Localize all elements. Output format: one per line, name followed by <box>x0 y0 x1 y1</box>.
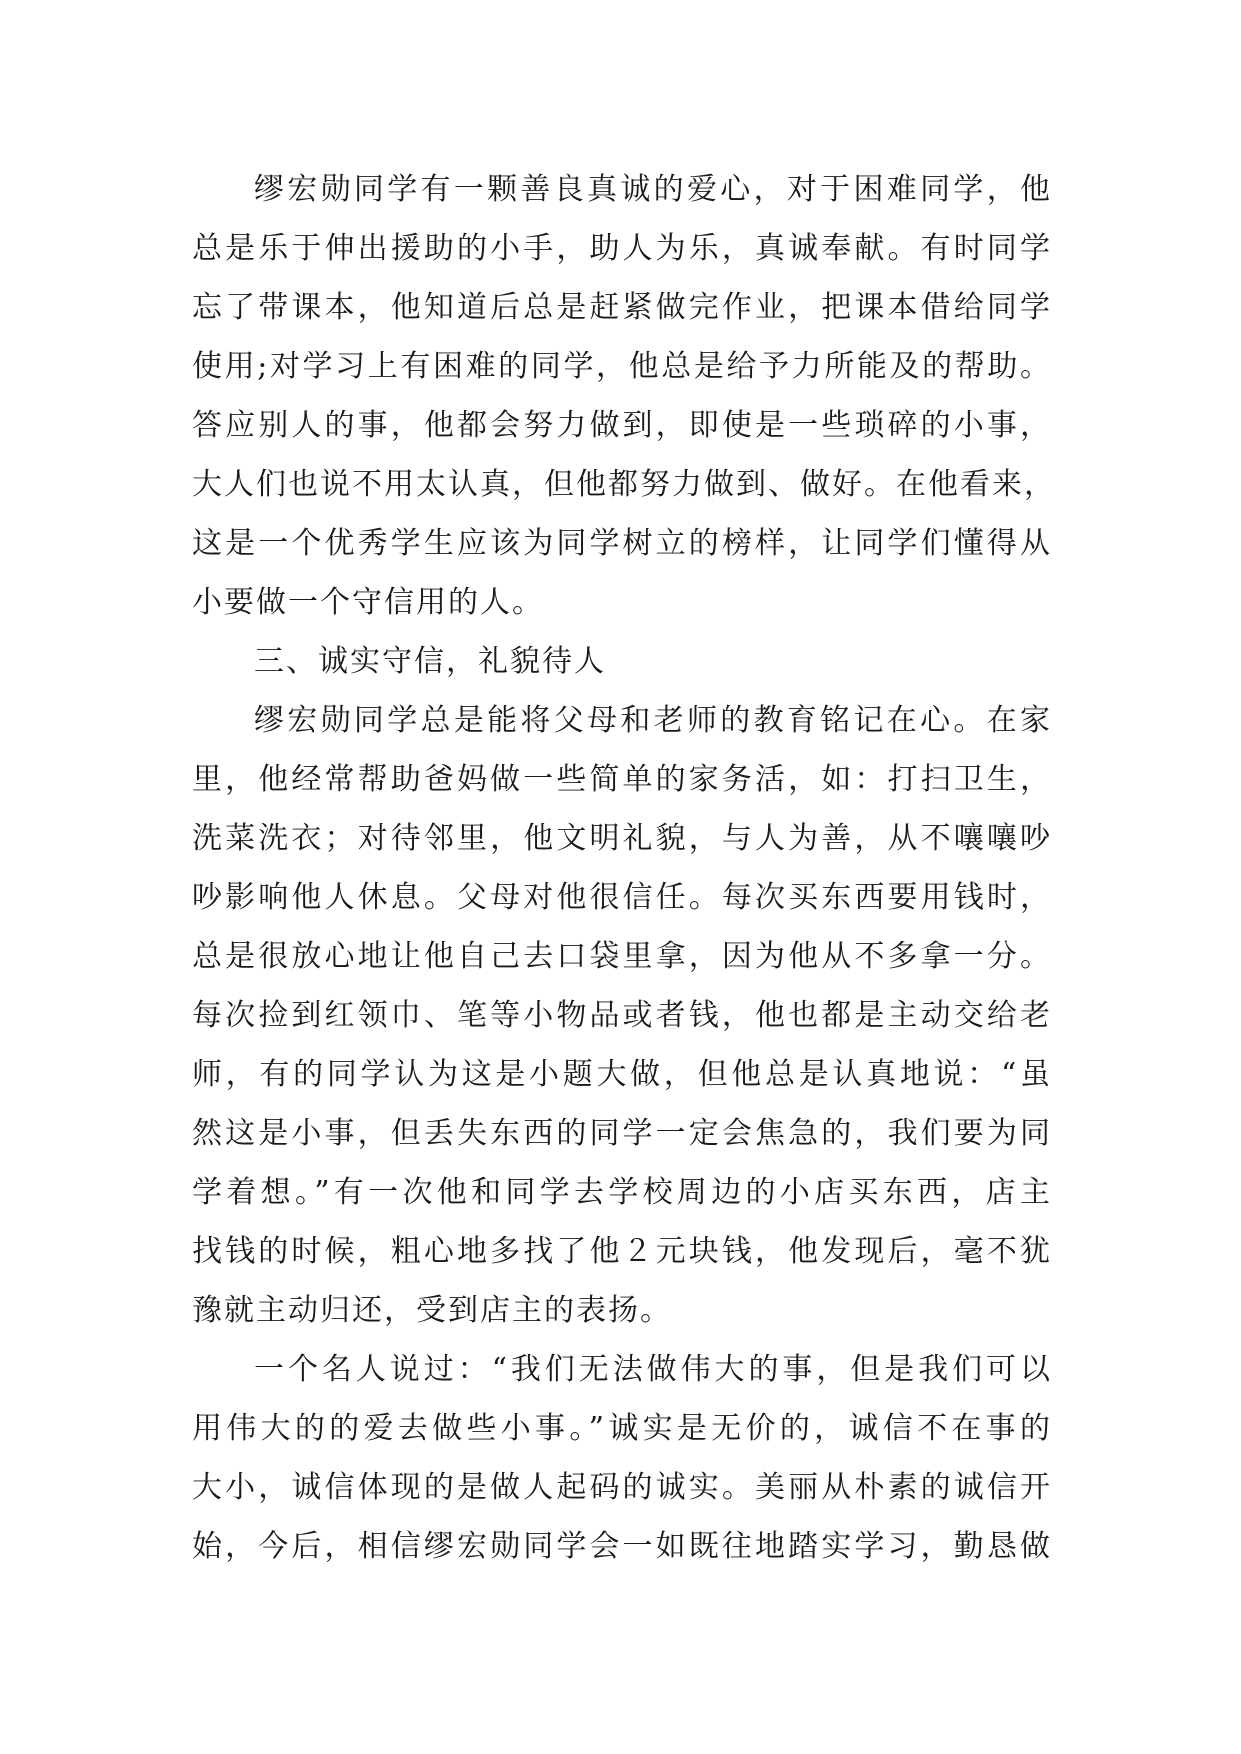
text-line: 每次捡到红领巾、笔等小物品或者钱，他也都是主动交给老 <box>192 998 1052 1033</box>
text-line: 大小，诚信体现的是做人起码的诚实。美丽从朴素的诚信开 <box>192 1470 1052 1505</box>
paragraph <box>192 160 1056 632</box>
text-line: 小要做一个守信用的人。 <box>192 585 544 620</box>
text-line: 缪宏勋同学总是能将父母和老师的教育铭记在心。在家 <box>254 703 1052 738</box>
text-line: 洗菜洗衣；对待邻里，他文明礼貌，与人为善，从不嚷嚷吵 <box>192 821 1052 856</box>
text-line: 一个名人说过：“我们无法做伟大的事，但是我们可以 <box>254 1352 1052 1387</box>
text-line: 用伟大的的爱去做些小事。”诚实是无价的，诚信不在事的 <box>192 1411 1052 1446</box>
text-line: 总是很放心地让他自己去口袋里拿，因为他从不多拿一分。 <box>192 939 1052 974</box>
text-line: 总是乐于伸出援助的小手，助人为乐，真诚奉献。有时同学 <box>192 231 1052 266</box>
text-line: 学着想。”有一次他和同学去学校周边的小店买东西，店主 <box>192 1175 1052 1210</box>
text-line: 里，他经常帮助爸妈做一些简单的家务活，如：打扫卫生， <box>192 762 1052 797</box>
text-line: 这是一个优秀学生应该为同学树立的榜样，让同学们懂得从 <box>192 526 1052 561</box>
text-line: 找钱的时候，粗心地多找了他２元块钱，他发现后，毫不犹 <box>192 1234 1052 1269</box>
document-page <box>192 160 1056 1576</box>
text-line: 缪宏勋同学有一颗善良真诚的爱心，对于困难同学，他 <box>254 172 1052 207</box>
text-line: 然这是小事，但丢失东西的同学一定会焦急的，我们要为同 <box>192 1116 1052 1151</box>
text-line: 大人们也说不用太认真，但他都努力做到、做好。在他看来， <box>192 467 1056 502</box>
section-heading <box>192 632 1052 691</box>
text-line: 师，有的同学认为这是小题大做，但他总是认真地说：“虽 <box>192 1057 1052 1092</box>
paragraph <box>192 691 1052 1340</box>
text-line: 忘了带课本，他知道后总是赶紧做完作业，把课本借给同学 <box>192 290 1052 325</box>
heading-line: 三、诚实守信，礼貌待人 <box>254 644 606 679</box>
text-line: 豫就主动归还，受到店主的表扬。 <box>192 1293 672 1328</box>
text-line: 使用;对学习上有困难的同学，他总是给予力所能及的帮助。 <box>192 349 1052 384</box>
text-line: 始，今后，相信缪宏勋同学会一如既往地踏实学习，勤恳做 <box>192 1529 1052 1564</box>
text-line: 答应别人的事，他都会努力做到，即使是一些琐碎的小事， <box>192 408 1052 443</box>
text-line: 吵影响他人休息。父母对他很信任。每次买东西要用钱时， <box>192 880 1052 915</box>
paragraph <box>192 1340 1052 1576</box>
